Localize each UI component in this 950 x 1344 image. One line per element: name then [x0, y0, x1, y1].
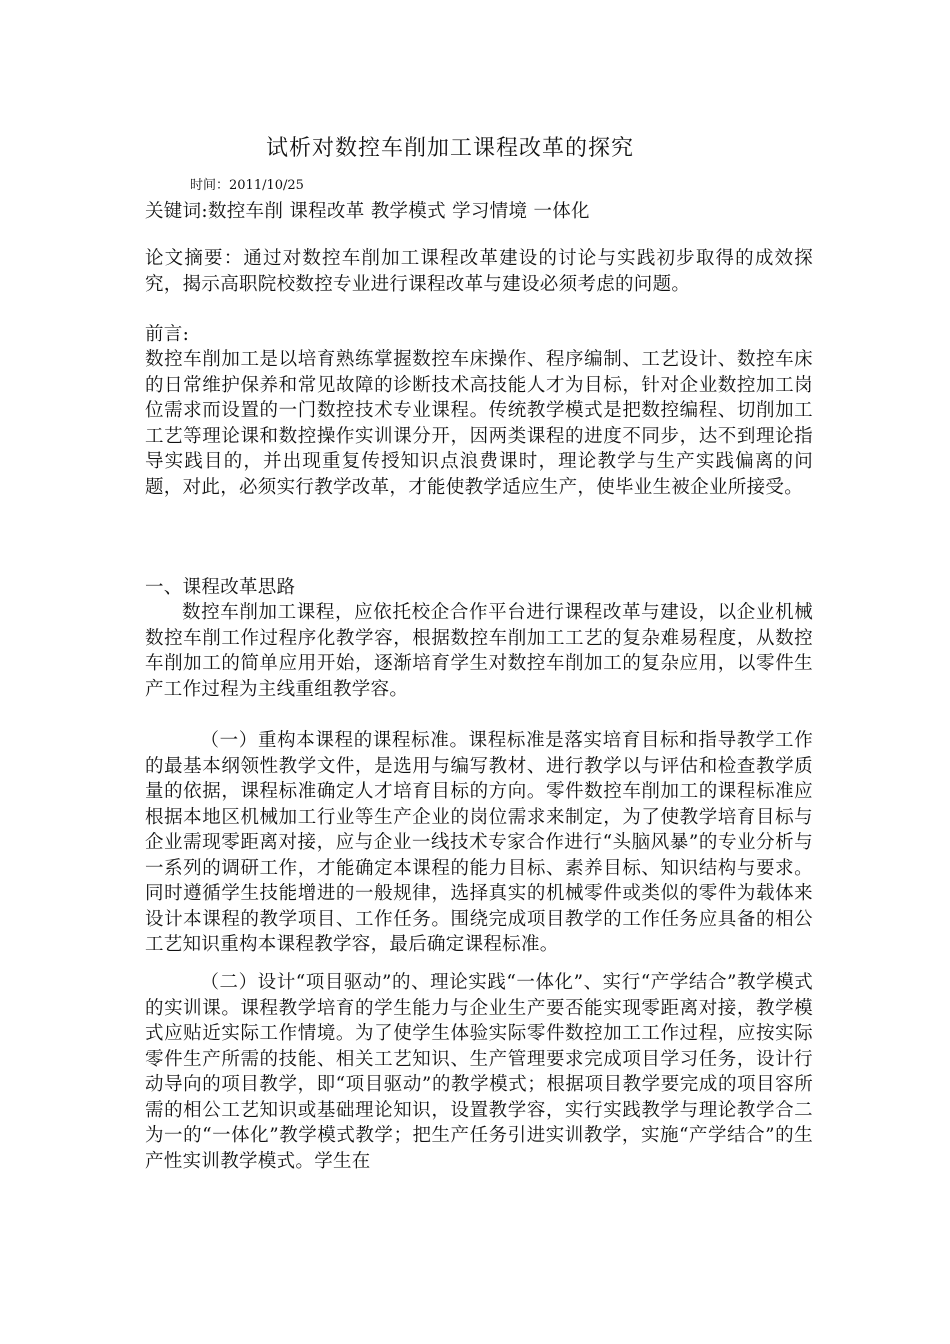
section-1-paragraph: 数控车削加工课程，应依托校企合作平台进行课程改革与建设，以企业机械数控车削工作过程序化教学容，根据数控车削加工工艺的复杂难易程度，从数控车削加工的简单应用开始，逐渐培育学生对数控车削加工的复杂应用，以零件生产工作过程为主线重组教学容。 — [145, 602, 813, 700]
preface-heading: 前言: — [145, 324, 190, 345]
section-1-subsection-2: （二）设计“项目驱动”的、理论实践“一体化”、实行“产学结合”教学模式的实训课。课程教学培育的学生能力与企业生产要否能实现零距离对接，教学模式应贴近实际工作情境。为了使学生体验实际零件数控加工工作过程，应按实际零件生产所需的技能、相关工艺知识、生产管理要求完成项目学习任务，设计行动导向的项目教学，即“项目驱动”的教学模式；根据项目教学要完成的项目容所需的相公工艺知识或基础理论知识，设置教学容，实行实践教学与理论教学合二为一的“一体化”教学模式教学；把生产任务引进实训教学，实施“产学结合”的生产性实训教学模式。学生在 — [145, 972, 813, 1172]
section-1-heading: 一、课程改革思路 — [145, 577, 296, 598]
abstract-paragraph: 论文摘要：通过对数控车削加工课程改革建设的讨论与实践初步取得的成效探究，揭示高职院校数控专业进行课程改革与建设必须考虑的问题。 — [145, 248, 813, 295]
preface-paragraph: 数控车削加工是以培育熟练掌握数控车床操作、程序编制、工艺设计、数控车床的日常维护保养和常见故障的诊断技术高技能人才为目标，针对企业数控加工岗位需求而设置的一门数控技术专业课程。传统教学模式是把数控编程、切削加工工艺等理论课和数控操作实训课分开，因两类课程的进度不同步，达不到理论指导实践目的，并出现重复传授知识点浪费课时，理论教学与生产实践偏离的问题，对此，必须实行教学改革，才能使教学适应生产，使毕业生被企业所接受。 — [145, 349, 813, 498]
publish-time: 时间：2011/10/25 — [190, 178, 304, 193]
section-1-subsection-1: （一）重构本课程的课程标准。课程标准是落实培育目标和指导教学工作的最基本纲领性教学文件，是选用与编写教材、进行教学以与评估和检查教学质量的依据，课程标准确定人才培育目标的方向。零件数控车削加工的课程标准应根据本地区机械加工行业等生产企业的岗位需求来制定，为了使教学培育目标与企业需现零距离对接，应与企业一线技术专家合作进行“头脑风暴”的专业分析与一系列的调研工作，才能确定本课程的能力目标、素养目标、知识结构与要求。同时遵循学生技能增进的一般规律，选择真实的机械零件或类似的零件为载体来设计本课程的教学项目、工作任务。围绕完成项目教学的工作任务应具备的相公工艺知识重构本课程教学容，最后确定课程标准。 — [145, 730, 813, 955]
keywords-line: 关键词:数控车削 课程改革 教学模式 学习情境 一体化 — [145, 201, 590, 222]
document-title: 试析对数控车削加工课程改革的探究 — [265, 136, 634, 161]
